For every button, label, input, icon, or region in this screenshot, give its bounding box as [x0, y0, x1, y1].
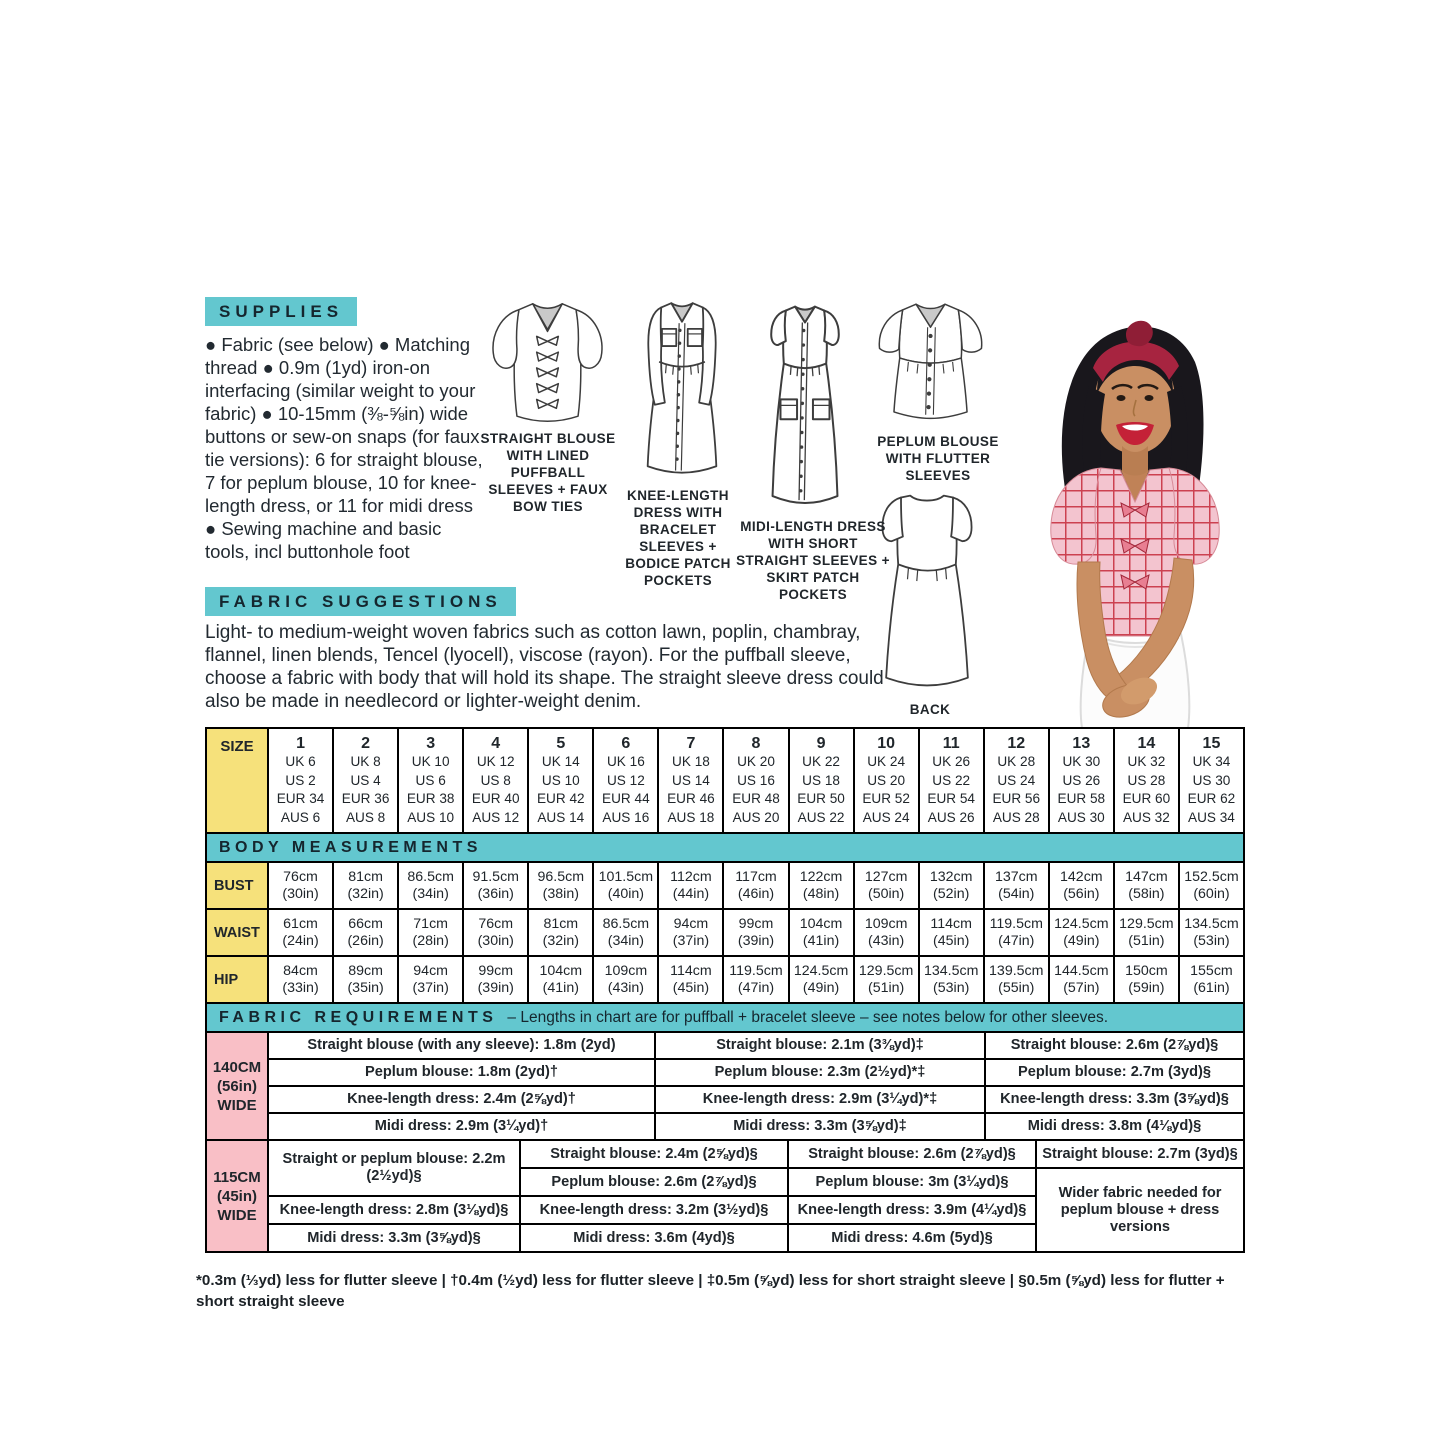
size-eur: EUR 56: [992, 791, 1041, 806]
fabric-requirements-band: [205, 1002, 1245, 1033]
measurement-cell: 81cm (32in): [334, 863, 397, 908]
measurement-cell: 155cm (61in): [1180, 957, 1243, 1002]
fr-cell: Peplum blouse: 1.8m (2yd)†: [269, 1060, 654, 1085]
measurement-cell: 119.5cm (47in): [724, 957, 787, 1002]
size-eur: EUR 36: [341, 791, 390, 806]
measurement-cell: 99cm (39in): [464, 957, 527, 1002]
size-aus: AUS 12: [472, 809, 520, 825]
caption-back-view: BACK: [909, 702, 951, 717]
measurement-cell: 76cm (30in): [464, 910, 527, 955]
size-us: US 28: [1127, 772, 1166, 788]
fr-cell: Midi dress: 3.6m (4yd)§: [521, 1225, 787, 1251]
size-uk: UK 30: [1062, 754, 1101, 769]
size-column: [1180, 729, 1243, 832]
model-photo: [985, 298, 1265, 728]
size-uk: UK 12: [476, 754, 515, 769]
size-number: 2: [361, 735, 371, 752]
size-number: 13: [1072, 735, 1091, 752]
fr-cell-merged: Straight or peplum blouse: 2.2m (2½yd)§: [269, 1141, 519, 1195]
measurement-cell: 86.5cm (34in): [399, 863, 462, 908]
fr-cell: Knee-length dress: 2.9m (3¼yd)*‡: [656, 1087, 984, 1112]
measurement-cell: 124.5cm (49in): [1050, 910, 1113, 955]
size-table: [205, 727, 1245, 834]
size-eur: EUR 54: [927, 791, 975, 806]
size-column: [920, 729, 983, 832]
measurement-cell: 137cm (54in): [985, 863, 1048, 908]
measurement-cell: 109cm (43in): [594, 957, 657, 1002]
size-aus: AUS 30: [1057, 809, 1105, 825]
size-column: [659, 729, 722, 832]
size-us: US 12: [606, 772, 645, 788]
fabric-requirements-140cm-table: [205, 1031, 1245, 1141]
size-column: [334, 729, 397, 832]
fr-cell: Peplum blouse: 2.6m (2⅞yd)§: [521, 1169, 787, 1195]
fr-cell: Straight blouse (with any sleeve): 1.8m (2yd): [269, 1033, 654, 1058]
measurement-cell: 84cm (33in): [269, 957, 332, 1002]
size-us: US 30: [1192, 772, 1231, 788]
fr-cell: Knee-length dress: 3.2m (3½yd)§: [521, 1197, 787, 1223]
caption-midi-length-dress: MIDI-LENGTH DRESS WITH SHORT STRAIGHT SLEEVES + SKIRT PATCH POCKETS: [736, 519, 890, 602]
size-column: [790, 729, 853, 832]
width-label-140cm: 140CM (56in) WIDE: [207, 1033, 267, 1139]
straight-blouse-illustration: [480, 292, 615, 430]
model-eye-left: [1117, 395, 1126, 401]
measurement-cell: 152.5cm (60in): [1180, 863, 1243, 908]
measurement-cell: 71cm (28in): [399, 910, 462, 955]
measurement-cell: 81cm (32in): [529, 910, 592, 955]
size-us: US 14: [672, 772, 710, 788]
size-us: US 4: [350, 772, 381, 788]
fr-cell: Midi dress: 3.3m (3⅝yd)‡: [656, 1114, 984, 1139]
size-number: 3: [426, 735, 436, 752]
measurement-cell: 104cm (41in): [529, 957, 592, 1002]
size-aus: AUS 20: [732, 809, 780, 825]
fr-cell: Knee-length dress: 3.9m (4¼yd)§: [789, 1197, 1035, 1223]
fr-cell: Midi dress: 4.6m (5yd)§: [789, 1225, 1035, 1251]
size-aus: AUS 6: [280, 809, 321, 825]
caption-straight-blouse: STRAIGHT BLOUSE WITH LINED PUFFBALL SLEEVES + FAUX BOW TIES: [480, 431, 616, 514]
measurement-cell: 114cm (45in): [659, 957, 722, 1002]
measurement-cell: 144.5cm (57in): [1050, 957, 1113, 1002]
size-number: 1: [296, 735, 305, 752]
measurement-cell: 114cm (45in): [920, 910, 983, 955]
supplies-text: ● Fabric (see below) ● Matching thread ● 0.9m (1yd) iron-on interfacing (similar weight to your fabric) ● 10-15mm (⅜-⅝in) wide buttons or sew-on snaps (for faux tie versions): 6 for straight blouse, 7 for peplum blouse, 10 for knee-length dress, or 11 for midi dress ● Sewing machine and basic tools, incl buttonhole foot: [205, 334, 483, 562]
measurement-cell: 134.5cm (53in): [1180, 910, 1243, 955]
measurement-cell: 109cm (43in): [855, 910, 918, 955]
size-column: [1050, 729, 1113, 832]
measurement-cell: 89cm (35in): [334, 957, 397, 1002]
measurement-cell: 94cm (37in): [659, 910, 722, 955]
measurement-cell: 104cm (41in): [790, 910, 853, 955]
measurement-cell: 124.5cm (49in): [790, 957, 853, 1002]
measurement-cell: 61cm (24in): [269, 910, 332, 955]
body-measurements-band: [205, 832, 1245, 863]
fr-cell: Straight blouse: 2.6m (2⅞yd)§: [986, 1033, 1243, 1058]
size-aus: AUS 18: [667, 809, 715, 825]
size-us: US 24: [997, 772, 1036, 788]
fr-cell: Peplum blouse: 2.7m (3yd)§: [986, 1060, 1243, 1085]
size-number: 9: [816, 735, 826, 752]
fabric-suggestions-text: Light- to medium-weight woven fabrics such as cotton lawn, poplin, chambray, flannel, linen blends, Tencel (lyocell), viscose (rayon). For the puffball sleeve, choose a fabric with body that will hold its shape. The straight sleeve dress could also be made in needlecord or lighter-weight denim.: [205, 622, 884, 712]
puff-sleeve-left: [1051, 468, 1101, 564]
width-label-115cm: 115CM (45in) WIDE: [207, 1141, 267, 1251]
size-uk: UK 28: [997, 754, 1036, 769]
measurement-cell: 129.5cm (51in): [855, 957, 918, 1002]
size-column: [985, 729, 1048, 832]
size-aus: AUS 8: [345, 809, 386, 825]
measurement-cell: 142cm (56in): [1050, 863, 1113, 908]
body-measurements-heading: BODY MEASUREMENTS: [219, 839, 482, 856]
fr-cell: Straight blouse: 2.4m (2⅝yd)§: [521, 1141, 787, 1167]
size-number: 11: [942, 735, 960, 752]
measurement-cell: 112cm (44in): [659, 863, 722, 908]
size-us: US 8: [480, 772, 511, 788]
size-eur: EUR 62: [1187, 791, 1236, 806]
caption-peplum-blouse: PEPLUM BLOUSE WITH FLUTTER SLEEVES: [877, 434, 999, 483]
size-uk: UK 10: [411, 754, 450, 769]
measurement-cell: 94cm (37in): [399, 957, 462, 1002]
measurement-cell: 132cm (52in): [920, 863, 983, 908]
size-column: [399, 729, 462, 832]
size-aus: AUS 14: [537, 809, 585, 825]
size-uk: UK 34: [1192, 754, 1231, 769]
supplies-heading: SUPPLIES: [205, 297, 357, 326]
size-us: US 16: [737, 772, 775, 788]
size-uk: UK 18: [672, 754, 710, 769]
size-column: [1115, 729, 1178, 832]
size-number: 14: [1137, 735, 1156, 752]
model-eye-right: [1145, 395, 1154, 401]
size-number: 15: [1202, 735, 1221, 752]
body-measurements-table: [205, 861, 1245, 1004]
size-us: US 22: [932, 772, 971, 788]
measurement-cell: 91.5cm (36in): [464, 863, 527, 908]
measurement-cell: 147cm (58in): [1115, 863, 1178, 908]
fr-cell: Straight blouse: 2.6m (2⅞yd)§: [789, 1141, 1035, 1167]
size-eur: EUR 58: [1057, 791, 1106, 806]
size-row-label: SIZE: [207, 729, 267, 832]
size-column: [529, 729, 592, 832]
size-column: [855, 729, 918, 832]
size-aus: AUS 16: [602, 809, 650, 825]
midi-length-dress-illustration: [745, 300, 865, 512]
size-column: [464, 729, 527, 832]
fr-cell: Knee-length dress: 2.8m (3⅛yd)§: [269, 1197, 519, 1223]
size-eur: EUR 50: [797, 791, 845, 806]
fr-cell-merged: Wider fabric needed for peplum blouse + dress versions: [1037, 1169, 1243, 1251]
size-eur: EUR 48: [732, 791, 780, 806]
size-aus: AUS 28: [992, 809, 1040, 825]
size-us: US 20: [867, 772, 906, 788]
fabric-requirements-heading: FABRIC REQUIREMENTS: [219, 1009, 498, 1026]
size-aus: AUS 22: [797, 809, 845, 825]
measurement-cell: 129.5cm (51in): [1115, 910, 1178, 955]
size-uk: UK 32: [1127, 754, 1166, 769]
size-eur: EUR 60: [1122, 791, 1171, 806]
size-eur: EUR 38: [406, 791, 455, 806]
size-eur: EUR 34: [276, 791, 325, 806]
fr-cell: Knee-length dress: 2.4m (2⅝yd)†: [269, 1087, 654, 1112]
size-number: 8: [751, 735, 761, 752]
size-number: 12: [1007, 735, 1026, 752]
fabric-requirements-115cm-table: [205, 1139, 1245, 1253]
peplum-blouse-illustration: [868, 294, 993, 425]
puff-sleeve-right: [1169, 468, 1219, 564]
size-us: US 26: [1062, 772, 1101, 788]
size-column: [724, 729, 787, 832]
measurement-cell: 86.5cm (34in): [594, 910, 657, 955]
size-and-measurement-tables: [205, 727, 1245, 1253]
fr-cell: Knee-length dress: 3.3m (3⅝yd)§: [986, 1087, 1243, 1112]
size-number: 5: [556, 735, 566, 752]
size-uk: UK 16: [606, 754, 645, 769]
measurement-cell: 96.5cm (38in): [529, 863, 592, 908]
size-uk: UK 6: [285, 754, 316, 769]
fr-cell: Peplum blouse: 3m (3¼yd)§: [789, 1169, 1035, 1195]
size-uk: UK 22: [802, 754, 840, 769]
measurement-cell: 101.5cm (40in): [594, 863, 657, 908]
fabric-requirements-note: – Lengths in chart are for puffball + bracelet sleeve – see notes below for other sleeves.: [507, 1009, 1109, 1026]
size-uk: UK 24: [867, 754, 906, 769]
size-number: 7: [686, 735, 696, 752]
fr-cell: Straight blouse: 2.7m (3yd)§: [1037, 1141, 1243, 1167]
row-label-waist: WAIST: [207, 910, 267, 955]
size-aus: AUS 32: [1122, 809, 1170, 825]
fr-cell: Midi dress: 3.3m (3⅝yd)§: [269, 1225, 519, 1251]
measurement-cell: 127cm (50in): [855, 863, 918, 908]
fr-cell: Straight blouse: 2.1m (3⅜yd)‡: [656, 1033, 984, 1058]
size-number: 4: [491, 735, 501, 752]
size-eur: EUR 40: [471, 791, 520, 806]
size-aus: AUS 24: [862, 809, 910, 825]
size-uk: UK 26: [932, 754, 971, 769]
size-uk: UK 20: [737, 754, 775, 769]
size-us: US 2: [285, 772, 316, 788]
size-us: US 6: [415, 772, 446, 788]
size-eur: EUR 46: [667, 791, 715, 806]
size-column: [594, 729, 657, 832]
knee-length-dress-illustration: [612, 296, 752, 482]
size-eur: EUR 42: [536, 791, 585, 806]
size-us: US 18: [802, 772, 840, 788]
measurement-cell: 150cm (59in): [1115, 957, 1178, 1002]
measurement-cell: 76cm (30in): [269, 863, 332, 908]
size-aus: AUS 10: [407, 809, 455, 825]
size-number: 6: [621, 735, 631, 752]
size-aus: AUS 26: [927, 809, 975, 825]
measurement-cell: 122cm (48in): [790, 863, 853, 908]
measurement-cell: 139.5cm (55in): [985, 957, 1048, 1002]
size-uk: UK 14: [541, 754, 580, 769]
sleeve-footnotes: *0.3m (⅓yd) less for flutter sleeve | †0.4m (½yd) less for flutter sleeve | ‡0.5m (⅝yd) less for short straight sleeve | §0.5m (⅝yd) less for flutter + short straight sleeve: [196, 1272, 1225, 1310]
size-aus: AUS 34: [1188, 809, 1235, 825]
measurement-cell: 66cm (26in): [334, 910, 397, 955]
measurement-cell: 117cm (46in): [724, 863, 787, 908]
fabric-suggestions-heading: FABRIC SUGGESTIONS: [205, 587, 516, 616]
size-eur: EUR 44: [602, 791, 650, 806]
fr-cell: Midi dress: 3.8m (4⅛yd)§: [986, 1114, 1243, 1139]
measurement-cell: 134.5cm (53in): [920, 957, 983, 1002]
size-eur: EUR 52: [862, 791, 910, 806]
measurement-cell: 99cm (39in): [724, 910, 787, 955]
row-label-bust: BUST: [207, 863, 267, 908]
caption-knee-length-dress: KNEE-LENGTH DRESS WITH BRACELET SLEEVES + BODICE PATCH POCKETS: [625, 488, 731, 588]
fr-cell: Midi dress: 2.9m (3¼yd)†: [269, 1114, 654, 1139]
row-label-hip: HIP: [207, 957, 267, 1002]
size-us: US 10: [541, 772, 580, 788]
fr-cell: Peplum blouse: 2.3m (2½yd)*‡: [656, 1060, 984, 1085]
size-column: [269, 729, 332, 832]
measurement-cell: 119.5cm (47in): [985, 910, 1048, 955]
size-number: 10: [877, 735, 896, 752]
size-uk: UK 8: [350, 754, 381, 769]
